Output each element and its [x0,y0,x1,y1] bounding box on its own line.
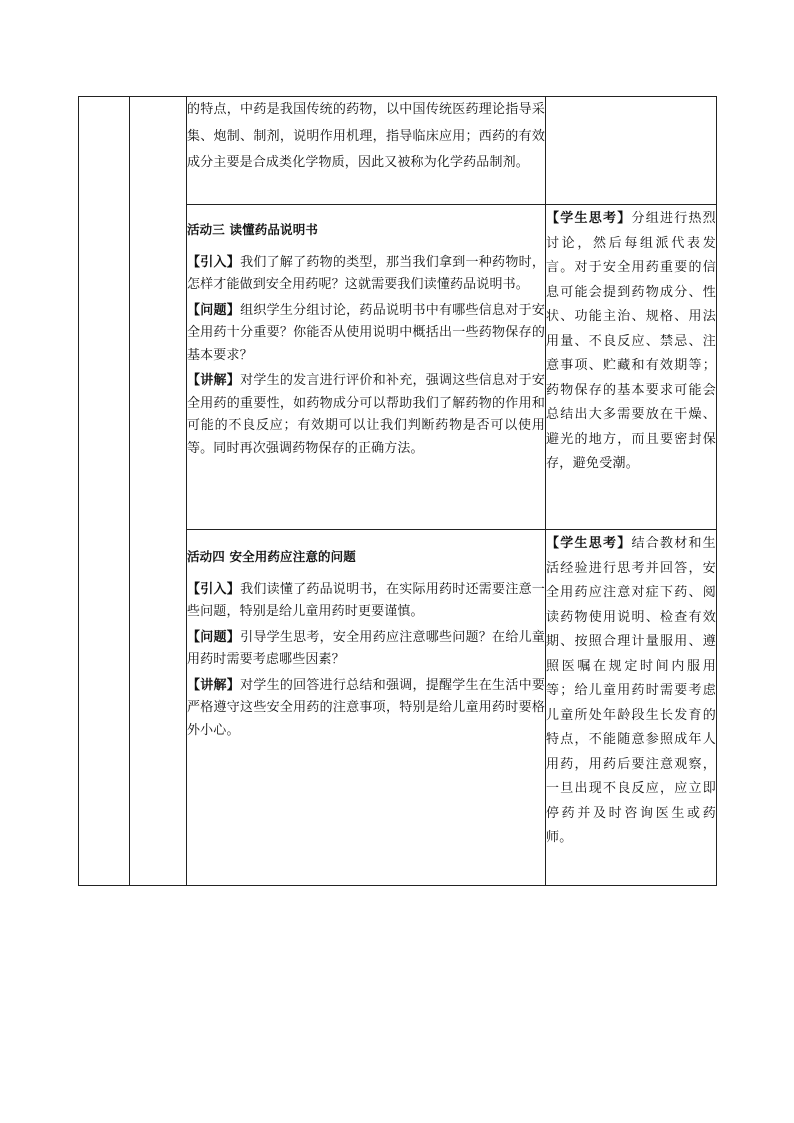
paragraph-text: 对学生的回答进行总结和强调，提醒学生在生活中要严格遵守这些安全用药的注意事项，特别是给儿童用药时要格外小心。 [187,677,545,738]
paragraph [187,252,545,297]
paragraph [187,579,545,624]
paragraph-text: 对学生的发言进行评价和补充，强调这些信息对于安全用药的重要性，如药物成分可以帮助我们了解药物的作用和可能的不良反应；有效期可以让我们判断药物是否可以使用等。同时再次强调药物保存的正确方法。 [187,373,545,456]
paragraph [546,207,716,477]
table-row [79,97,717,205]
teacher-activity-cell [187,205,546,530]
student-activity-cell [546,530,717,886]
lesson-plan-table [78,96,717,886]
paragraph-text: 我们了解了药物的类型，那当我们拿到一种药物时，怎样才能做到安全用药呢？这就需要我们读懂药品说明书。 [187,254,545,292]
activity-heading: 活动三 读懂药品说明书 [187,222,319,237]
paragraph-text: 我们读懂了药品说明书，在实际用药时还需要注意一些问题，特别是给儿童用药时更要谨慎。 [187,581,545,619]
paragraph [187,300,545,368]
paragraph-text: 分组进行热烈讨论，然后每组派代表发言。对于安全用药重要的信息可能会提到药物成分、性状、功能主治、规格、用法用量、不良反应、禁忌、注意事项、贮藏和有效期等；药物保存的基本要求可能会总结出大多需要放在干燥、避光的地方，而且要密封保存，避免受潮。 [546,211,716,471]
section-tag: 【问题】 [187,629,241,645]
paragraph-text: 结合教材和生活经验进行思考并回答，安全用药应注意对症下药、阅读药物使用说明、检查有效期、按照合理计量服用、遵照医嘱在规定时间内服用等；给儿童用药时需要考虑儿童所处年龄段生长发育的特点，不能随意参照成年人用药，用药后要注意观察，一旦出现不良反应，应立即停药并及时咨询医生或药师。 [546,536,716,845]
activity-heading: 活动四 安全用药应注意的问题 [187,549,356,564]
section-tag: 【学生思考】 [546,536,632,551]
teacher-activity-cell [187,97,546,205]
section-tag: 【讲解】 [187,373,241,388]
paragraph [187,370,545,460]
paragraph-text: 引导学生思考，安全用药应注意哪些问题？在给儿童用药时需要考虑哪些因素？ [187,629,545,667]
stage-column-cell [79,97,130,886]
student-activity-cell [546,97,717,205]
paragraph-text: 组织学生分组讨论，药品说明书中有哪些信息对于安全用药十分重要？你能否从使用说明中概括出一些药物保存的基本要求？ [187,302,545,363]
teacher-activity-cell [187,530,546,886]
student-activity-cell [546,205,717,530]
section-tag: 【问题】 [187,302,241,318]
method-column-cell [130,97,187,886]
paragraph [187,627,545,672]
paragraph [187,675,545,743]
paragraph: 的特点，中药是我国传统的药物，以中国传统医药理论指导采集、炮制、制剂，说明作用机理，指导临床应用；西药的有效成分主要是合成类化学物质，因此又被称为化学药品制剂。 [187,102,545,170]
section-tag: 【学生思考】 [546,211,632,226]
section-tag: 【引入】 [187,581,241,597]
paragraph [546,532,716,851]
section-tag: 【引入】 [187,254,241,270]
section-tag: 【讲解】 [187,677,241,693]
